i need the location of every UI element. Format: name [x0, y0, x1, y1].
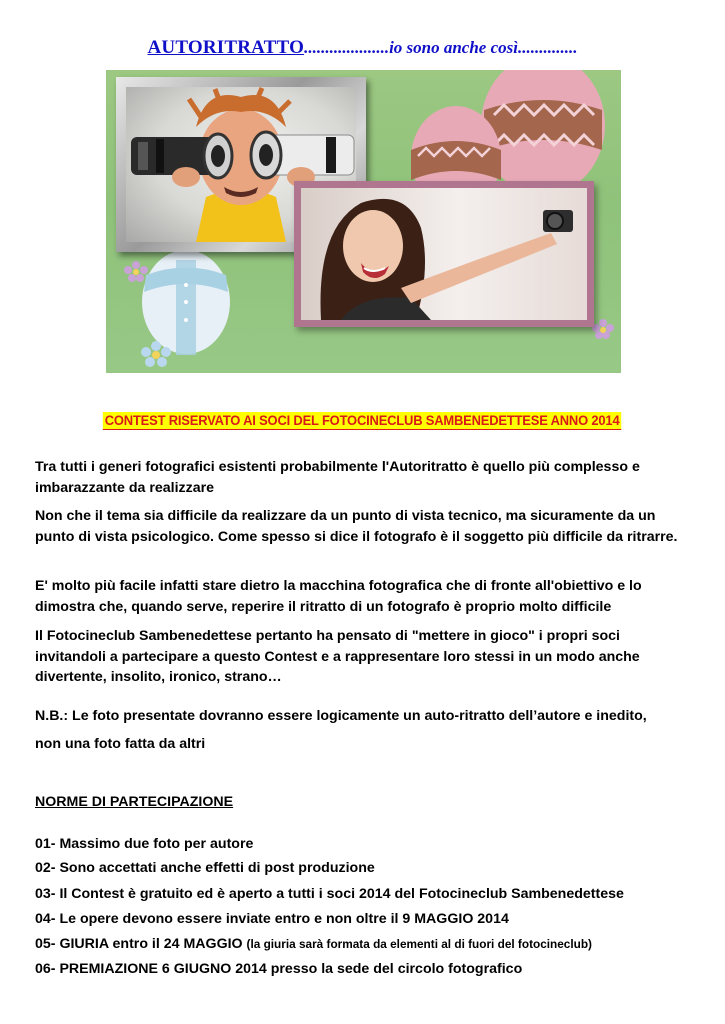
contest-banner-image	[106, 70, 621, 373]
paragraph-2: Non che il tema sia difficile da realizzare da un punto di vista tecnico, ma sicuramente da un punto di vista psicologico. Come spesso si dice il fotografo è il soggetto più difficile da ritrarre.	[35, 508, 678, 545]
rules-heading: NORME DI PARTECIPAZIONE	[35, 794, 234, 810]
rule-item-3: 03- Il Contest è gratuito ed è aperto a tutti i soci 2014 del Fotocineclub Sambenedettese	[35, 886, 624, 902]
title-subtitle: ....................io sono anche così..............	[304, 38, 578, 57]
paragraph-4: Il Fotocineclub Sambenedettese pertanto ha pensato di "mettere in gioco" i propri soci invitandoli a partecipare a questo Contest e a rappresentare loro stessi in un modo anche divertente, insolito, ironico, strano…	[35, 628, 640, 685]
rule-item-1: 01- Massimo due foto per autore	[35, 836, 254, 852]
rule-item-4: 04- Le opere devono essere inviate entro e non oltre il 9 MAGGIO 2014	[35, 911, 509, 927]
woman-selfie-illustration	[301, 188, 587, 320]
rule-item-6: 06- PREMIAZIONE 6 GIUGNO 2014 presso la sede del circolo fotografico	[35, 961, 523, 977]
rule-item-5	[35, 936, 592, 952]
rule-item-5-note: (la giuria sarà formata da elementi al di fuori del fotocineclub)	[246, 937, 592, 951]
photo-woman-selfie	[301, 188, 587, 320]
rule-item-5-text: 05- GIURIA entro il 24 MAGGIO	[35, 936, 247, 952]
document-title	[0, 36, 725, 59]
nb-note-line-1: N.B.: Le foto presentate dovranno essere logicamente un auto-ritratto dell’autore e inedito,	[35, 708, 647, 724]
contest-banner	[0, 412, 725, 430]
rule-item-2: 02- Sono accettati anche effetti di post produzione	[35, 860, 375, 876]
nb-note-line-2: non una foto fatta da altri	[35, 736, 206, 752]
title-main: AUTORITRATTO	[147, 37, 305, 58]
contest-banner-text: CONTEST RISERVATO AI SOCI DEL FOTOCINECLUB SAMBENEDETTESE ANNO 2014	[105, 413, 620, 428]
paragraph-1: Tra tutti i generi fotografici esistenti probabilmente l'Autoritratto è quello più complesso e imbarazzante da realizzare	[35, 459, 640, 496]
paragraph-3: E' molto più facile infatti stare dietro la macchina fotografica che di fronte all'obiettivo e lo dimostra che, quando serve, reperire il ritratto di un fotografo è proprio molto difficile	[35, 578, 642, 615]
photo-frame-woman	[294, 181, 594, 327]
